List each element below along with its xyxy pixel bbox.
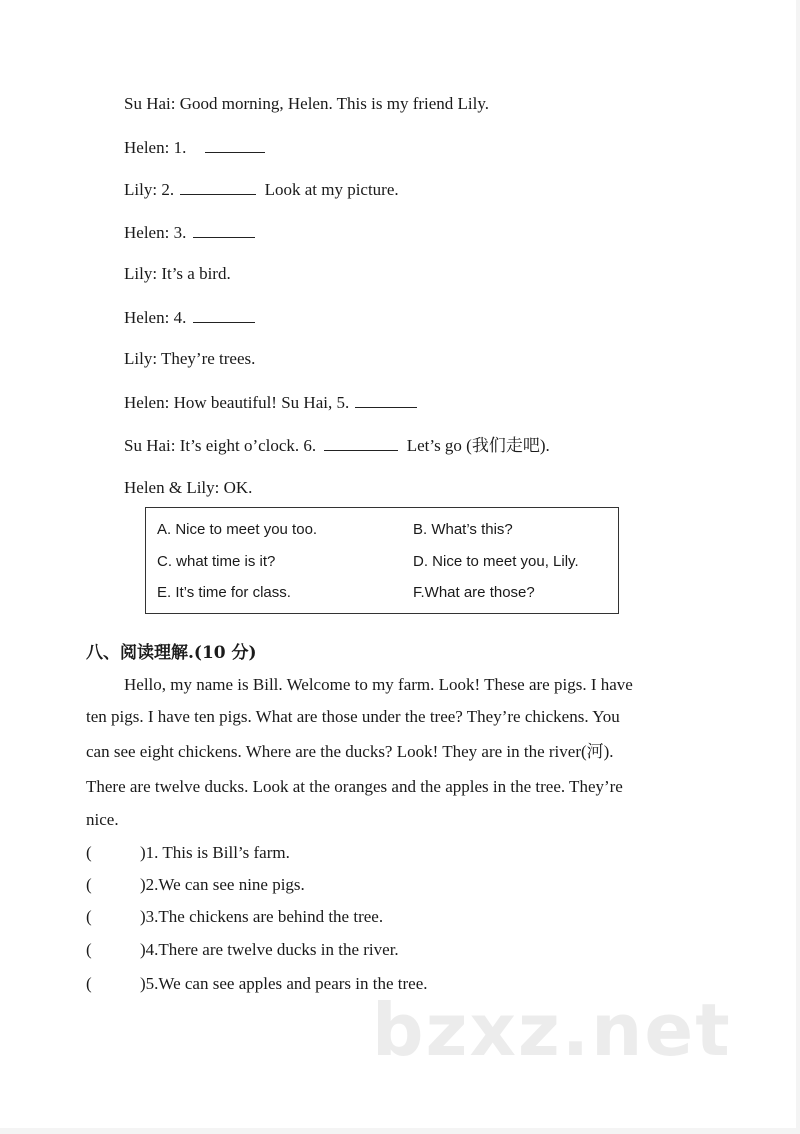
line-text: It’s eight o’clock. 6. [175,436,317,455]
passage-line-1: Hello, my name is Bill. Welcome to my farm. Look! These are pigs. I have [124,675,633,694]
dialogue-line-10 [124,479,252,496]
question-1: )1. This is Bill’s farm. [140,843,290,862]
answer-blank-4[interactable] [193,308,255,323]
line-text: 4. [169,308,187,327]
answer-paren-5[interactable]: ( [86,974,92,993]
watermark: bzxz.net [372,988,732,1072]
question-3: )3.The chickens are behind the tree. [140,907,384,926]
line-text: It’s a bird. [157,264,231,283]
question-4: )4.There are twelve ducks in the river. [140,940,399,959]
answer-paren-3[interactable]: ( [86,907,92,926]
passage-line-5: nice. [86,810,119,829]
option-c: C. what time is it? [157,553,276,570]
option-f: F.What are those? [413,584,535,601]
dialogue-line-9 [124,436,550,454]
passage-line-2: ten pigs. I have ten pigs. What are those under the tree? They’re chickens. You [86,707,620,726]
passage-line-4: There are twelve ducks. Look at the oranges and the apples in the tree. They’re [86,777,623,796]
option-e: E. It’s time for class. [157,584,291,601]
answer-paren-2[interactable]: ( [86,875,92,894]
line-text: 1. [169,138,187,157]
line-text-after: Look at my picture. [260,180,399,199]
speaker: Helen: [124,223,170,242]
section-title: 八、阅读理解.(10 分) [86,643,257,663]
line-text-after: Let’s go (我们走吧). [402,436,550,455]
answer-blank-6[interactable] [324,436,398,451]
question-2: )2.We can see nine pigs. [140,875,305,894]
line-text: Good morning, Helen. This is my friend Lily. [175,94,490,113]
speaker: Su Hai: [124,94,176,113]
dialogue-line-7 [124,350,255,367]
line-text: How beautiful! Su Hai, 5. [169,393,350,412]
answer-blank-1[interactable] [205,138,265,153]
speaker: Lily: [124,264,158,283]
answer-paren-4[interactable]: ( [86,940,92,959]
answer-blank-3[interactable] [193,223,255,238]
option-a: A. Nice to meet you too. [157,521,318,538]
speaker: Helen: [124,393,170,412]
speaker: Helen: [124,138,170,157]
option-d: D. Nice to meet you, Lily. [413,553,579,570]
options-box [145,507,619,614]
speaker: Su Hai: [124,436,176,455]
speaker: Helen: [124,308,170,327]
speaker: Helen & Lily: [124,478,220,497]
dialogue-line-4 [124,223,255,241]
line-text: They’re trees. [157,349,256,368]
dialogue-line-5 [124,265,231,282]
dialogue-line-2 [124,138,265,156]
dialogue-line-8 [124,393,417,411]
line-text: 2. [157,180,175,199]
speaker: Lily: [124,349,158,368]
dialogue-line-3 [124,180,399,198]
question-5: )5.We can see apples and pears in the tree. [140,974,428,993]
passage-line-3: can see eight chickens. Where are the ducks? Look! They are in the river(河). [86,742,614,761]
answer-blank-5[interactable] [355,393,417,408]
answer-blank-2[interactable] [180,180,256,195]
line-text: 3. [169,223,187,242]
dialogue-line-1 [124,95,489,112]
option-b: B. What’s this? [413,521,513,538]
answer-paren-1[interactable]: ( [86,843,92,862]
dialogue-line-6 [124,308,255,326]
speaker: Lily: [124,180,158,199]
line-text: OK. [219,478,253,497]
